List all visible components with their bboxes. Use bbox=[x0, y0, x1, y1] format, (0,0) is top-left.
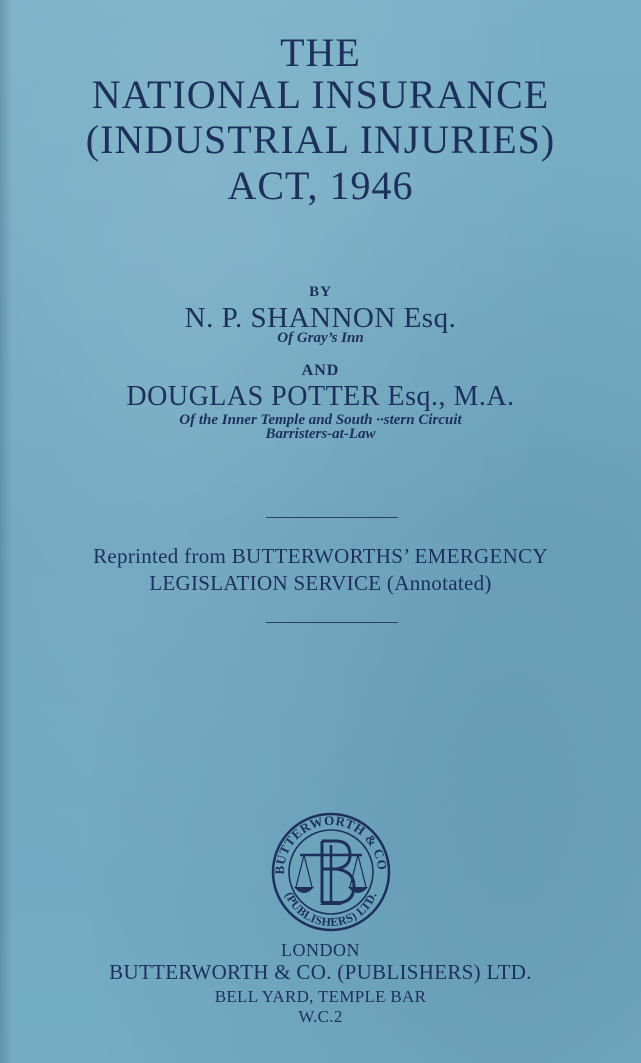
imprint-address-1: BELL YARD, TEMPLE BAR bbox=[214, 987, 427, 1006]
title-line-2: NATIONAL INSURANCE bbox=[91, 72, 550, 117]
title-line-1: THE bbox=[280, 30, 361, 75]
emblem-bottom-text: (PUBLISHERS) LTD. bbox=[282, 889, 380, 930]
title-line-4: ACT, 1946 bbox=[227, 163, 414, 208]
reprint-line-1: Reprinted from BUTTERWORTHS’ EMERGENCY bbox=[93, 544, 548, 568]
publisher-emblem bbox=[270, 811, 392, 933]
divider-rule-bottom bbox=[266, 622, 398, 623]
author-1-affiliation: Of Gray’s Inn bbox=[277, 330, 364, 346]
author-2-name: DOUGLAS POTTER Esq., M.A. bbox=[126, 381, 515, 412]
author-2-affiliation: Of the Inner Temple and South ··stern Circuit bbox=[179, 412, 462, 428]
reprint-line-2: LEGISLATION SERVICE (Annotated) bbox=[149, 571, 492, 595]
author-2-role: Barristers-at-Law bbox=[265, 426, 376, 442]
imprint-address-2: W.C.2 bbox=[298, 1007, 343, 1026]
and-label: AND bbox=[301, 362, 340, 379]
emblem-top-text: BUTTERWORTH & CO bbox=[271, 812, 391, 875]
author-1-name: N. P. SHANNON Esq. bbox=[184, 302, 457, 334]
scales-of-justice-monogram-icon bbox=[270, 811, 392, 933]
title-line-3: (INDUSTRIAL INJURIES) bbox=[85, 117, 556, 162]
divider-rule-top bbox=[266, 517, 398, 518]
imprint-city: LONDON bbox=[281, 940, 360, 960]
imprint-publisher: BUTTERWORTH & CO. (PUBLISHERS) LTD. bbox=[109, 960, 532, 984]
by-label: BY bbox=[309, 284, 332, 300]
